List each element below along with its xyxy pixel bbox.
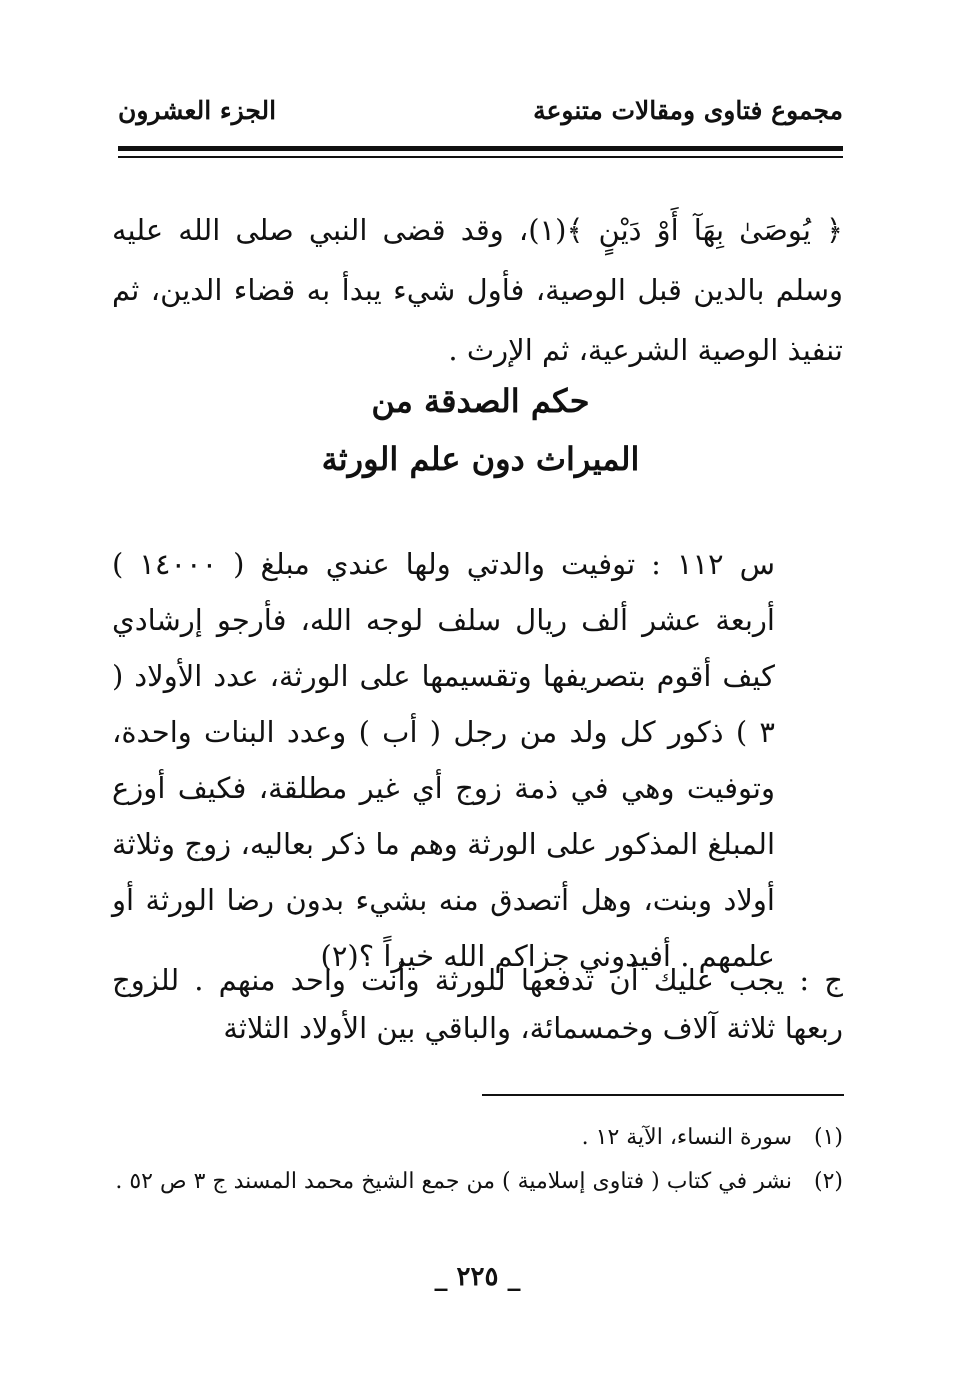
header-rule-thin (118, 156, 843, 158)
volume-label: الجزء العشرون (118, 96, 277, 125)
answer-paragraph: ج : يجب عليك أن تدفعها للورثة وأنت واحد منهم . للزوج ربعها ثلاثة آلاف وخمسمائة، والباقي بين الأولاد الثلاثة (112, 963, 843, 1045)
page-number: _ ٢٢٥ _ (434, 1262, 521, 1292)
section-title-line2: الميراث دون علم الورثة (321, 440, 640, 478)
question-paragraph: س ١١٢ : توفيت والدتي ولها عندي مبلغ ( ١٤٠٠٠ ) أربعة عشر ألف ريال سلف لوجه الله، فأرجو إرشادي كيف أقوم بتصريفها وتقسيمها على الورثة، عدد الأولاد ( ٣ ) ذكور كل ولد من رجل ( أب ) وعدد البنات واحدة، وتوفيت وهي في ذمة زوج أي غير مطلقة، فكيف أوزع المبلغ المذكور على الورثة وهم ما ذكر بعاليه، زوج وثلاثة أولاد وبنت، وهل أتصدق منه بشيء بدون رضا الورثة أو علمهم . أفيدوني جزاكم الله خيراً ؟(٢) (112, 547, 775, 973)
footnote (112, 1164, 843, 1200)
section-title-line1: حكم الصدقة من (371, 382, 590, 420)
footnote-number: (١) (813, 1125, 843, 1150)
book-title: مجموع فتاوى ومقالات متنوعة (533, 96, 843, 125)
footnote-number: (٢) (813, 1169, 843, 1194)
running-header (118, 96, 843, 136)
footnote-separator (482, 1094, 844, 1096)
footnote-text: سورة النساء، الآية ١٢ . (581, 1125, 792, 1150)
footnote-text: نشر في كتاب ( فتاوى إسلامية ) من جمع الشيخ محمد المسند ج ٣ ص ٥٢ . (115, 1169, 792, 1194)
header-rule-thick (118, 146, 843, 151)
intro-paragraph: ﴿ يُوصَىٰ بِهَآ أَوْ دَيْنٍ ﴾(١)، وقد قضى النبي صلى الله عليه وسلم بالدين قبل الوصية، فأول شيء يبدأ به قضاء الدين، ثم تنفيذ الوصية الشرعية، ثم الإرث . (112, 213, 843, 367)
footnote (112, 1120, 843, 1156)
